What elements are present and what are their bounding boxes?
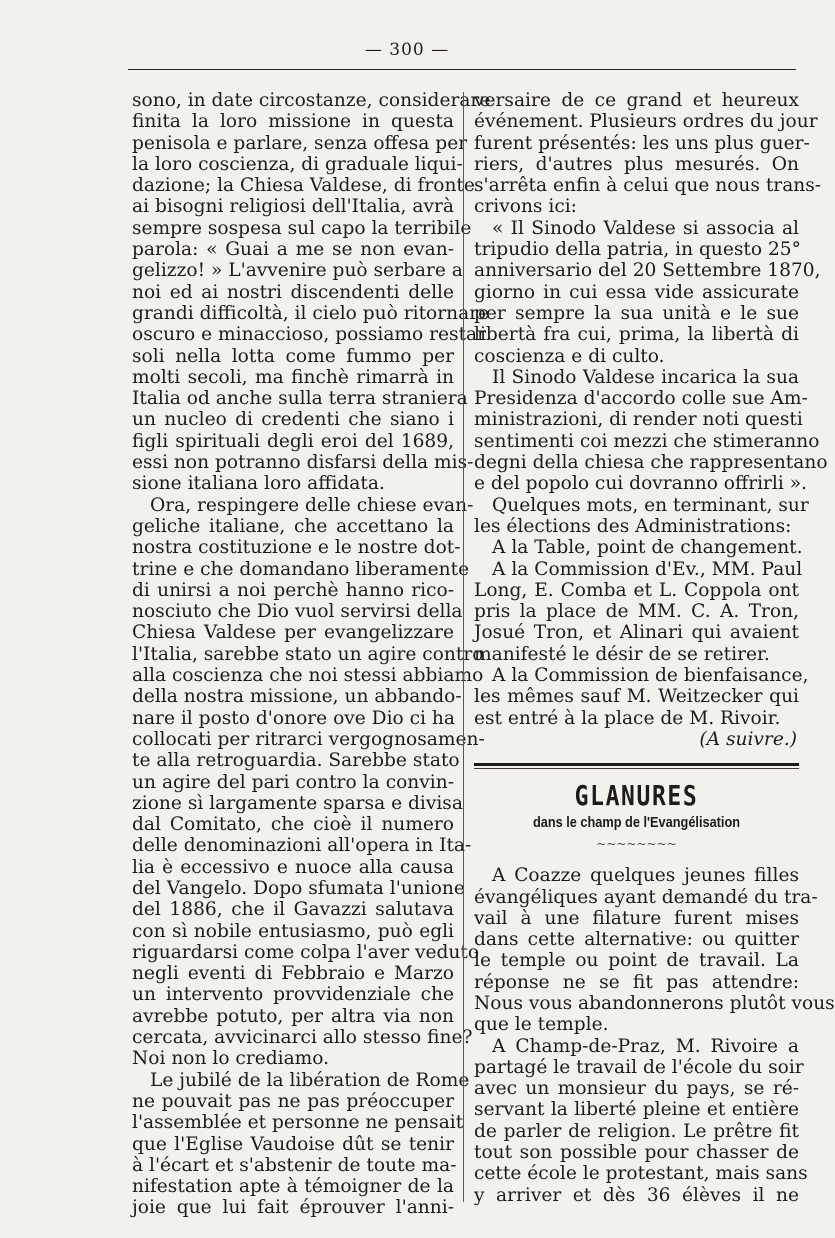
text-line: finita la loro missione in questa: [132, 111, 454, 133]
text-line: A la Table, point de changement.: [492, 537, 803, 559]
text-line: l'Italia, sarebbe stato un agire contro: [132, 643, 484, 665]
to-be-continued: (A suivre.): [699, 728, 797, 750]
text-line: della nostra missione, un abbando-: [132, 686, 462, 708]
text-line: partagé le travail de l'école du soir: [474, 1056, 804, 1078]
text-line: e del popolo cui dovranno offrirli ».: [474, 473, 808, 495]
page-number: — 300 —: [364, 40, 450, 60]
text-line: figli spirituali degli eroi del 1689,: [132, 430, 454, 452]
text-line: ai bisogni religiosi dell'Italia, avrà: [132, 196, 454, 218]
section-rule-thin: [474, 768, 799, 769]
glanures-subheading: dans le champ de l'Evangélisation: [532, 814, 741, 832]
text-line: vail à une filature furent mises: [474, 907, 799, 929]
text-line: dans cette alternative: ou quitter: [474, 929, 799, 951]
glanures-heading: GLANURES: [574, 779, 699, 813]
text-line: un nucleo di credenti che siano i: [132, 409, 454, 431]
text-line: grandi difficoltà, il cielo può ritornare: [132, 302, 490, 324]
text-line: sono, in date circostanze, considerare: [132, 90, 491, 111]
text-line: molti secoli, ma finchè rimarrà in: [132, 366, 454, 388]
text-line: Chiesa Valdese per evangelizzare: [132, 622, 454, 644]
text-line: riers, d'autres plus mesurés. On: [474, 153, 799, 175]
text-line: réponse ne se fit pas attendre:: [474, 971, 799, 993]
text-line: zione sì largamente sparsa e divisa: [132, 792, 463, 814]
text-line: avrebbe potuto, per altra via non: [132, 1005, 454, 1027]
text-line: penisola e parlare, senza offesa per: [132, 132, 468, 154]
text-line: collocati per ritrarci vergognosamen-: [132, 728, 485, 750]
text-line: nostra costituzione e le nostre dot-: [132, 537, 461, 559]
text-line: le temple ou point de travail. La: [474, 950, 799, 972]
text-line: essi non potranno disfarsi della mis-: [132, 452, 474, 474]
left-column: [132, 90, 491, 1219]
section-rule-bold: [474, 763, 799, 766]
text-line: versaire de ce grand et heureux: [474, 90, 799, 111]
text-line: nare il posto d'onore ove Dio ci ha: [132, 707, 455, 729]
text-line: tout son possible pour chasser de: [474, 1142, 799, 1164]
text-line: A Champ-de-Praz, M. Rivoire a: [492, 1035, 799, 1057]
text-line: que le temple.: [474, 1014, 609, 1036]
text-line: Ora, respingere delle chiese evan-: [150, 494, 474, 516]
text-line: libertà fra cui, prima, la libertà di: [474, 324, 799, 346]
text-line: negli eventi di Febbraio e Marzo: [132, 963, 454, 985]
text-line: sempre sospesa sul capo la terribile: [132, 217, 472, 239]
text-line: l'assemblée et personne ne pensait: [132, 1112, 464, 1134]
text-line: évangéliques ayant demandé du tra-: [474, 886, 818, 908]
text-line: nifestation apte à témoigner de la: [132, 1176, 454, 1198]
text-line: « Il Sinodo Valdese si associa al: [492, 217, 799, 239]
text-line: Quelques mots, en terminant, sur: [492, 494, 809, 516]
text-line: s'arrêta enfin à celui que nous trans-: [474, 175, 822, 197]
text-line: est entré à la place de M. Rivoir.: [474, 707, 781, 729]
text-line: les élections des Administrations:: [474, 515, 792, 537]
text-line: de parler de religion. Le prêtre fit: [474, 1120, 799, 1142]
text-line: Long, E. Comba et L. Coppola ont: [474, 579, 799, 601]
text-line: manifesté le désir de se retirer.: [474, 643, 770, 665]
text-line: que l'Eglise Vaudoise dût se tenir: [132, 1133, 454, 1155]
text-line: del 1886, che il Gavazzi salutava: [132, 899, 454, 921]
text-line: ministrazioni, di render noti questi: [474, 409, 803, 431]
text-line: sentimenti coi mezzi che stimeranno: [474, 430, 820, 452]
text-line: dazione; la Chiesa Valdese, di fronte: [132, 175, 475, 197]
text-line: y arriver et dès 36 élèves il ne: [474, 1184, 799, 1206]
text-line: alla coscienza che noi stessi abbiamo: [132, 665, 484, 687]
text-line: coscienza e di culto.: [474, 345, 665, 367]
text-line: Le jubilé de la libération de Rome: [150, 1069, 470, 1091]
text-line: trine e che domandano liberamente: [132, 558, 470, 580]
right-column: [474, 90, 835, 1206]
header-rule: [128, 69, 796, 70]
text-line: la loro coscienza, di graduale liqui-: [132, 153, 463, 175]
text-line: A la Commission d'Ev., MM. Paul: [492, 558, 803, 580]
text-line: sione italiana loro affidata.: [132, 473, 385, 495]
column-divider: [463, 92, 464, 1202]
text-line: pris la place de MM. C. A. Tron,: [474, 601, 799, 623]
text-line: un agire del pari contro la convin-: [132, 771, 454, 793]
text-line: te alla retroguardia. Sarebbe stato: [132, 750, 460, 772]
text-line: Presidenza d'accordo colle sue Am-: [474, 388, 808, 410]
text-line: cette école le protestant, mais sans: [474, 1163, 808, 1185]
text-line: A Coazze quelques jeunes filles: [492, 865, 799, 887]
text-line: con sì nobile entusiasmo, può egli: [132, 920, 454, 942]
text-line: Italia od anche sulla terra straniera: [132, 388, 468, 410]
text-line: crivons ici:: [474, 196, 577, 218]
text-line: gelizzo! » L'avvenire può serbare a: [132, 260, 463, 282]
text-line: delle denominazioni all'opera in Ita-: [132, 835, 472, 857]
text-line: Il Sinodo Valdese incarica la sua: [492, 366, 799, 388]
text-line: Nous vous abandonnerons plutôt vous: [474, 992, 835, 1014]
synod-report-continuation: [474, 90, 828, 729]
text-line: un intervento provvidenziale che: [132, 984, 454, 1006]
text-line: geliche italiane, che accettano la: [132, 515, 454, 537]
text-line: anniversario del 20 Settembre 1870,: [474, 260, 821, 282]
text-line: Josué Tron, et Alinari qui avaient: [474, 622, 799, 644]
text-line: lia è eccessivo e nuoce alla causa: [132, 856, 454, 878]
text-line: noi ed ai nostri discendenti delle: [132, 281, 454, 303]
text-line: les mêmes sauf M. Weitzecker qui: [474, 686, 799, 708]
text-line: Noi non lo crediamo.: [132, 1048, 330, 1070]
text-line: avec un monsieur du pays, se ré-: [474, 1078, 799, 1100]
text-line: degni della chiesa che rappresentano: [474, 452, 828, 474]
text-line: A la Commission de bienfaisance,: [492, 665, 809, 687]
text-line: joie que lui fait éprouver l'anni-: [132, 1197, 454, 1219]
text-line: per sempre la sua unità e le sue: [474, 302, 799, 324]
text-line: del Vangelo. Dopo sfumata l'unione: [132, 877, 465, 899]
text-line: furent présentés: les uns plus guer-: [474, 132, 810, 154]
text-line: servant la liberté pleine et entière: [474, 1099, 799, 1121]
text-line: événement. Plusieurs ordres du jour: [474, 111, 818, 133]
text-line: tripudio della patria, in questo 25°: [474, 239, 801, 261]
text-line: nosciuto che Dio vuol servirsi della: [132, 601, 463, 623]
text-line: di unirsi a noi perchè hanno rico-: [132, 579, 454, 601]
text-line: riguardarsi come colpa l'aver veduto: [132, 941, 480, 963]
text-line: parola: « Guai a me se non evan-: [132, 239, 454, 261]
text-line: dal Comitato, che cioè il numero: [132, 814, 454, 836]
text-line: giorno in cui essa vide assicurate: [474, 281, 799, 303]
text-line: à l'écart et s'abstenir de toute ma-: [132, 1154, 457, 1176]
ornament-squiggle: ~~~~~~~~: [596, 837, 677, 852]
text-line: soli nella lotta come fummo per: [132, 345, 454, 367]
text-line: cercata, avvicinarci allo stesso fine?: [132, 1027, 473, 1049]
text-line: oscuro e minaccioso, possiamo restar: [132, 324, 487, 346]
text-line: ne pouvait pas ne pas préoccuper: [132, 1090, 454, 1112]
glanures-text: [474, 865, 835, 1206]
